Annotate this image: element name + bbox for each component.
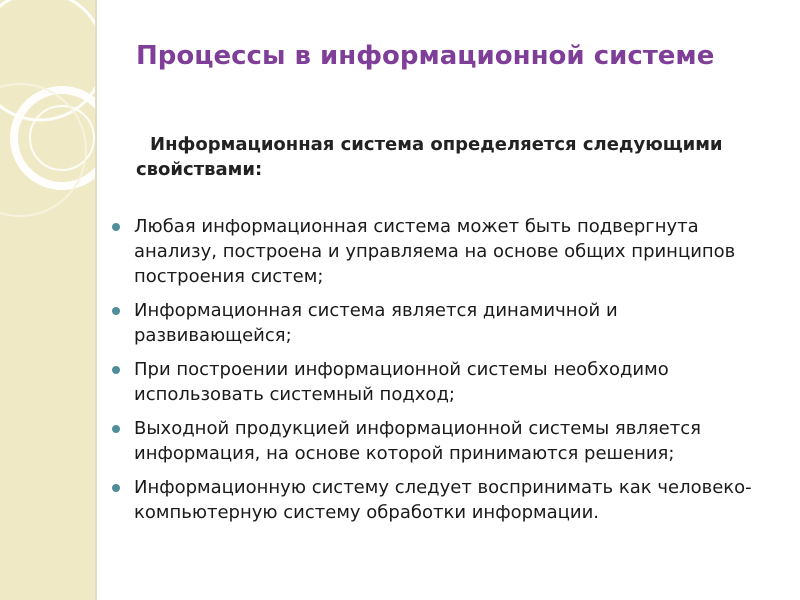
bullet-icon xyxy=(112,484,120,492)
slide-subtitle: Информационная система определяется следующими свойствами: xyxy=(136,134,723,180)
bullet-item xyxy=(108,298,778,348)
bullet-text: Любая информационная система может быть подвергнута анализу, построена и управляема на основе общих принципов построения систем; xyxy=(134,216,736,287)
decorative-side-band xyxy=(0,0,95,600)
bullet-text: Информационную систему следует воспринимать как человеко-компьютерную систему обработки информации. xyxy=(134,477,752,523)
bullet-text: Выходной продукцией информационной системы является информация, на основе которой принимаются решения; xyxy=(134,418,701,464)
bullet-icon xyxy=(112,223,120,231)
bullet-icon xyxy=(112,307,120,315)
bullet-icon xyxy=(112,425,120,433)
slide-title: Процессы в информационной системе xyxy=(136,41,715,71)
bullet-item xyxy=(108,416,778,466)
vertical-separator xyxy=(95,0,97,600)
bullet-item xyxy=(108,214,778,289)
bullet-text: При построении информационной системы необходимо использовать системный подход; xyxy=(134,359,669,405)
bullet-list xyxy=(108,214,778,534)
bullet-item xyxy=(108,475,778,525)
bullet-item xyxy=(108,357,778,407)
bullet-text: Информационная система является динамичной и развивающейся; xyxy=(134,300,618,346)
decorative-circles xyxy=(0,0,95,600)
bullet-icon xyxy=(112,366,120,374)
